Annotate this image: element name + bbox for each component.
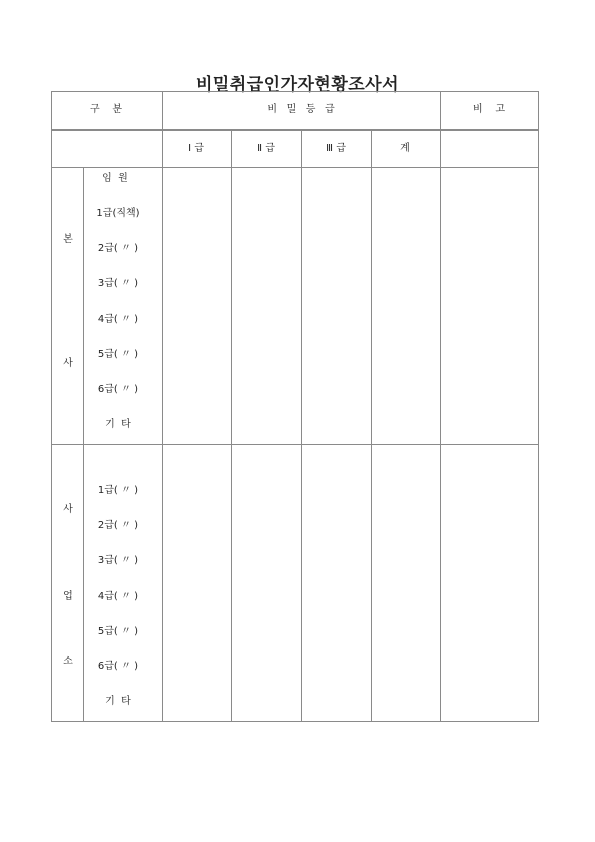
grade3-divider xyxy=(371,129,372,722)
row-label: 6급( 〃 ) xyxy=(97,384,139,395)
survey-table xyxy=(51,91,539,722)
head-office-side-label: 본 xyxy=(63,234,73,245)
row-label: 6급( 〃 ) xyxy=(97,661,139,672)
remarks-divider xyxy=(440,91,441,722)
category-divider xyxy=(162,91,163,722)
row-label: 기 타 xyxy=(105,696,131,707)
row-label: 4급( 〃 ) xyxy=(97,591,139,602)
row-label: 2급( 〃 ) xyxy=(97,243,139,254)
grade1-divider xyxy=(231,129,232,722)
row-label: 1급( 〃 ) xyxy=(97,485,139,496)
subheader-bottom-line xyxy=(51,167,539,168)
row-label: 5급( 〃 ) xyxy=(97,349,139,360)
worksite-side-label: 업 xyxy=(63,591,73,602)
row-label: 1급(직책) xyxy=(96,208,140,219)
secret-grade-header: 비 밀 등 급 xyxy=(267,104,335,115)
worksite-side-label: 소 xyxy=(63,656,73,667)
row-label: 4급( 〃 ) xyxy=(97,314,139,325)
row-label: 임 원 xyxy=(102,173,128,184)
remarks-header: 비 고 xyxy=(472,104,506,115)
side-label-divider xyxy=(83,167,84,722)
grade-1-column-header: Ⅰ 급 xyxy=(188,143,204,154)
grade2-divider xyxy=(301,129,302,722)
section-divider-line xyxy=(51,444,539,445)
head-office-side-label: 사 xyxy=(63,358,73,369)
category-header: 구 분 xyxy=(89,104,123,115)
grade-3-column-header: Ⅲ 급 xyxy=(326,143,346,154)
row-label: 2급( 〃 ) xyxy=(97,520,139,531)
row-label: 5급( 〃 ) xyxy=(97,626,139,637)
grade-2-column-header: Ⅱ 급 xyxy=(257,143,275,154)
worksite-side-label: 사 xyxy=(63,504,73,515)
header-bottom-line xyxy=(51,129,539,131)
row-label: 기 타 xyxy=(105,419,131,430)
row-label: 3급( 〃 ) xyxy=(97,555,139,566)
total-column-header: 계 xyxy=(400,143,410,154)
document-title: 비밀취급인가자현황조사서 xyxy=(195,75,400,95)
row-label: 3급( 〃 ) xyxy=(97,278,139,289)
